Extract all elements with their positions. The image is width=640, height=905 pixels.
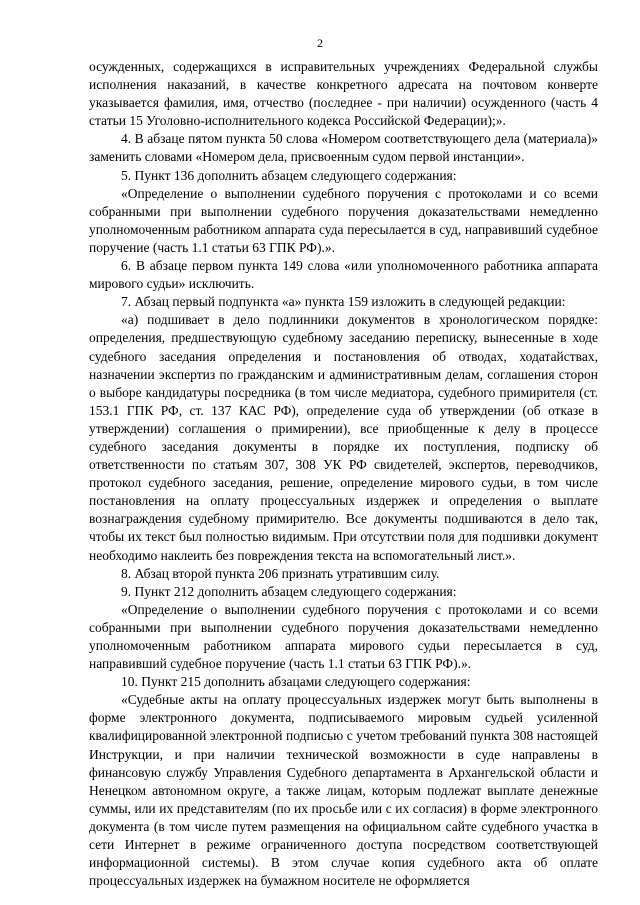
- paragraph-item-5: 5. Пункт 136 дополнить абзацем следующего содержания:: [121, 167, 457, 183]
- page-number: 2: [317, 36, 323, 50]
- paragraph-item-7: 7. Абзац первый подпункта «а» пункта 159 изложить в следующей редакции:: [121, 294, 566, 310]
- paragraph-quote-item-5: «Определение о выполнении судебного поручения с протоколами и со всеми собранными при выполнении судебного поручения доказательствами немедленно уполномоченным работником аппарата суда пересылается в суд, направивший судебное поручение (часть 1.1 статьи 63 ГПК РФ).».: [89, 185, 598, 255]
- paragraph-item-10: 10. Пункт 215 дополнить абзацами следующего содержания:: [121, 674, 471, 690]
- paragraph-item-9: 9. Пункт 212 дополнить абзацем следующего содержания:: [121, 583, 457, 599]
- paragraph-item-6: 6. В абзаце первом пункта 149 слова «или уполномоченного работника аппарата мирового судьи» исключить.: [89, 258, 598, 292]
- paragraph-quote-item-9: «Определение о выполнении судебного поручения с протоколами и со всеми собранными при выполнении судебного поручения доказательствами немедленно уполномоченным работником аппарата мирового судьи пересылается в суд, направивший судебное поручение (часть 1.1 статьи 63 ГПК РФ).».: [89, 601, 598, 672]
- paragraph-continuation: осужденных, содержащихся в исправительных учреждениях Федеральной службы исполнения наказаний, в качестве конкретного адресата на почтовом конверте указывается фамилия, имя, отчество (последнее - при наличии) осужденного (часть 4 статьи 15 Уголовно-исполнительного кодекса Российской Федерации);».: [89, 59, 598, 129]
- paragraph-quote-item-10: «Судебные акты на оплату процессуальных издержек могут быть выполнены в форме электронного документа, подписываемого мировым судьей усиленной квалифицированной электронной подписью с учетом требований пункта 308 настоящей Инструкции, и при наличии технической возможности в суде направлены в финансовую службу Управления Судебного департамента в Архангельской области и Ненецком автономном округе, а также лицам, которым подлежат выплате денежные суммы, или их представителям (по их просьбе или с их согласия) в форме электронного документа (в том числе путем размещения на официальном сайте судебного участка в сети Интернет в режиме ограниченного доступа посредством соответствующей информационной системы). В этом случае копия судебного акта об оплате процессуальных издержек на бумажном носителе не оформляется: [89, 692, 598, 889]
- paragraph-quote-item-7: «а) подшивает в дело подлинники документов в хронологическом порядке: определения, предшествующую судебному заседанию переписку, вынесенные в ходе судебного заседания определения и постановления об отводах, ходатайствах, назначении экспертиз по гражданским и административным делам, соглашения сторон о выборе кандидатуры посредника (в том числе медиатора, судебного примирителя (ст. 153.1 ГПК РФ, ст. 137 КАС РФ), определение суда об утверждении (об отказе в утверждении) соглашения о примирении), все приобщенные к делу в процессе судебного заседания документы в порядке их поступления, подписку об ответственности по статьям 307, 308 УК РФ свидетелей, экспертов, переводчиков, протокол судебного заседания, решение, определение мирового судьи, в том числе постановления на оплату процессуальных издержек и определения о выплате вознаграждения судебному примирителю. Все документы подшиваются в дело так, чтобы их текст был полностью видимым. При отсутствии поля для подшивки документ необходимо наклеить без повреждения текста на вспомогательный лист.».: [89, 312, 598, 563]
- paragraph-item-4: 4. В абзаце пятом пункта 50 слова «Номером соответствующего дела (материала)» заменить словами «Номером дела, присвоенным судом первой инстанции».: [89, 131, 598, 165]
- paragraph-item-8: 8. Абзац второй пункта 206 признать утратившим силу.: [121, 565, 440, 581]
- document-body: [89, 58, 598, 890]
